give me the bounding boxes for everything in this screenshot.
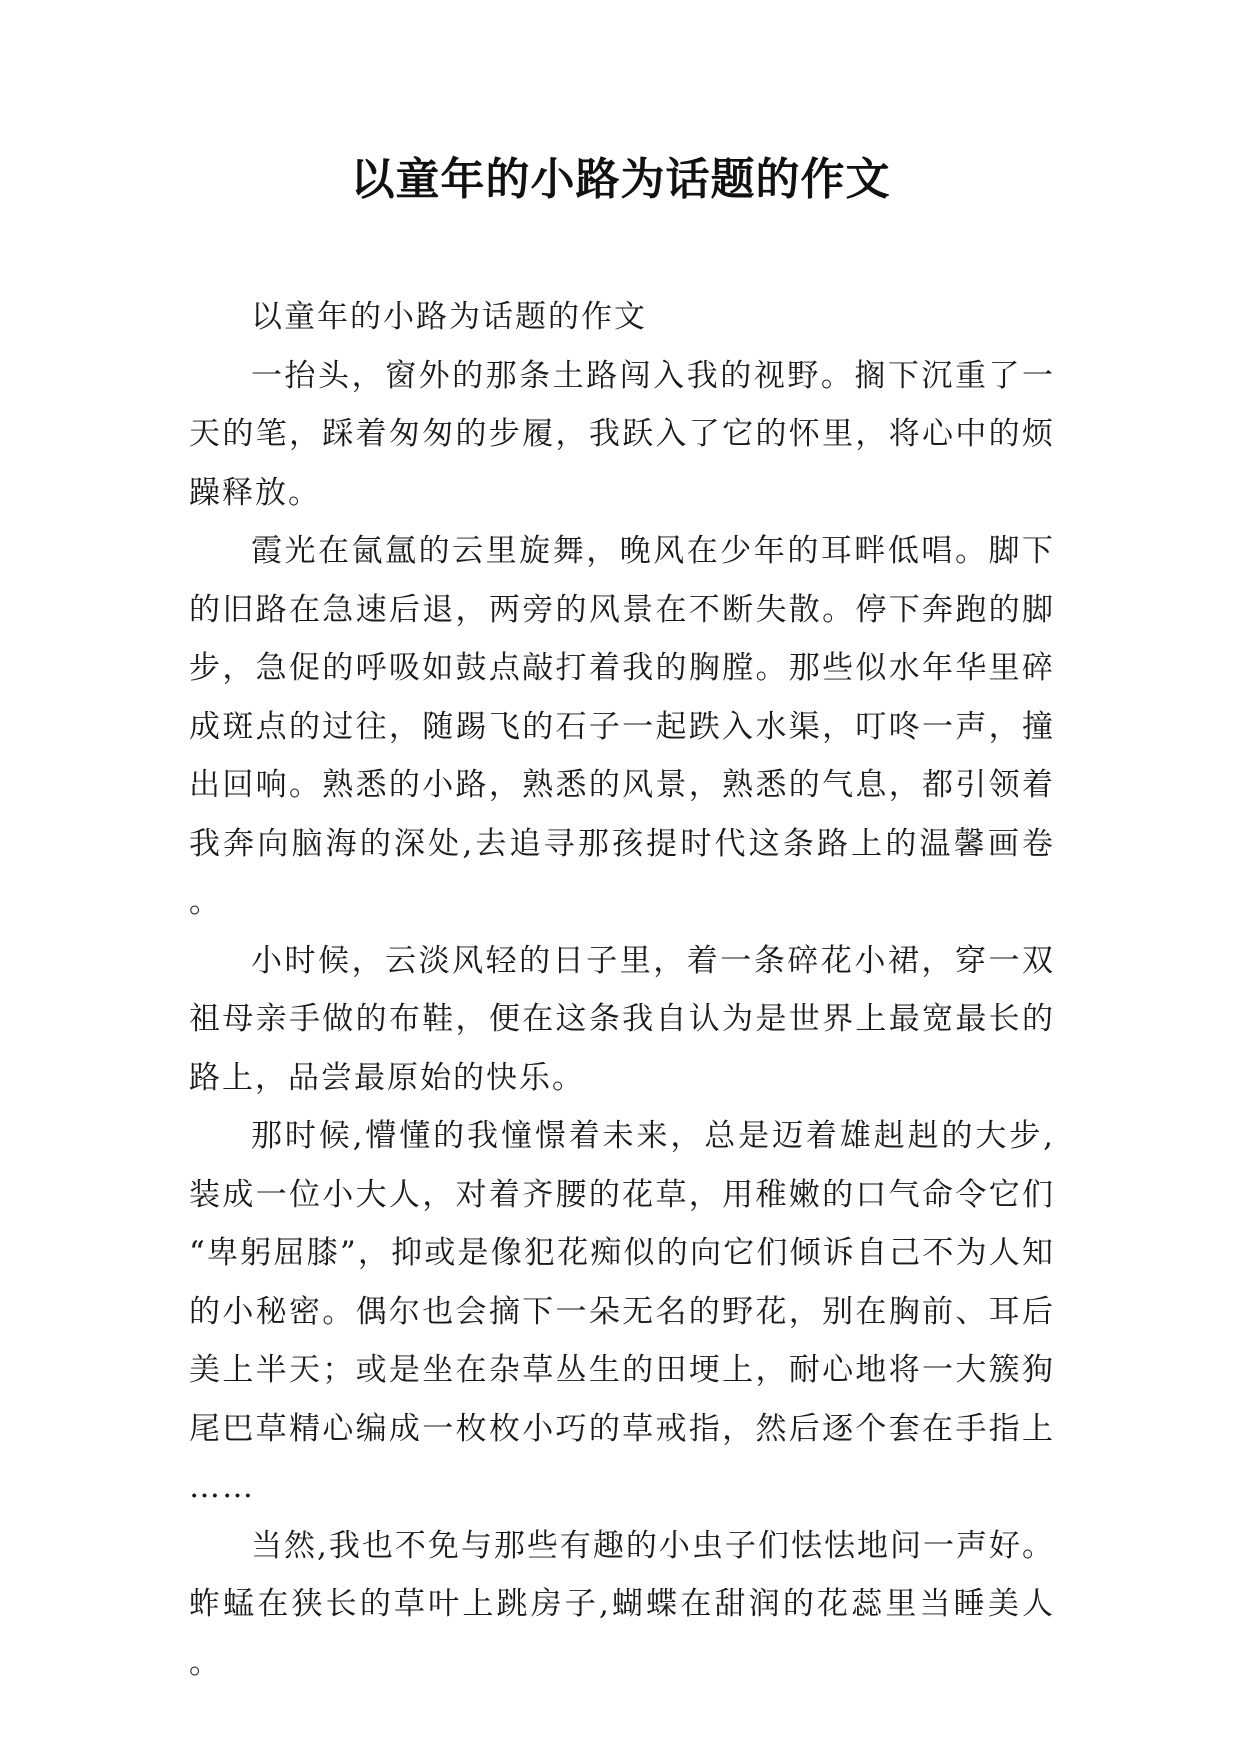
paragraph: 当然,我也不免与那些有趣的小虫子们怯怯地问一声好。蚱蜢在狭长的草叶上跳房子,蝴蝶在甜润的花蕊里当睡美人。 bbox=[189, 1527, 1055, 1681]
paragraph: 那时候,懵懂的我憧憬着未来，总是迈着雄赳赳的大步,装成一位小大人，对着齐腰的花草，用稚嫩的口气命令它们“卑躬屈膝”，抑或是像犯花痴似的向它们倾诉自己不为人知的小秘密。偶尔也会摘下一朵无名的野花，别在胸前、耳后美上半天；或是坐在杂草丛生的田埂上，耐心地将一大簇狗尾巴草精心编成一枚枚小巧的草戒指，然后逐个套在手指上…… bbox=[189, 1118, 1055, 1505]
paragraph: 一抬头，窗外的那条土路闯入我的视野。搁下沉重了一天的笔，踩着匆匆的步履，我跃入了它的怀里，将心中的烦躁释放。 bbox=[189, 357, 1055, 511]
paragraph-subtitle: 以童年的小路为话题的作文 bbox=[251, 299, 647, 335]
document-body bbox=[189, 288, 1055, 1692]
document-title: 以童年的小路为话题的作文 bbox=[350, 154, 891, 205]
paragraph: 小时候，云淡风轻的日子里，着一条碎花小裙，穿一双祖母亲手做的布鞋，便在这条我自认为是世界上最宽最长的路上，品尝最原始的快乐。 bbox=[189, 942, 1055, 1096]
paragraph: 霞光在氤氲的云里旋舞，晚风在少年的耳畔低唱。脚下的旧路在急速后退，两旁的风景在不断失散。停下奔跑的脚步，急促的呼吸如鼓点敲打着我的胸膛。那些似水年华里碎成斑点的过往，随踢飞的石子一起跌入水渠，叮咚一声，撞出回响。熟悉的小路，熟悉的风景，熟悉的气息，都引领着我奔向脑海的深处,去追寻那孩提时代这条路上的温馨画卷。 bbox=[189, 533, 1055, 920]
